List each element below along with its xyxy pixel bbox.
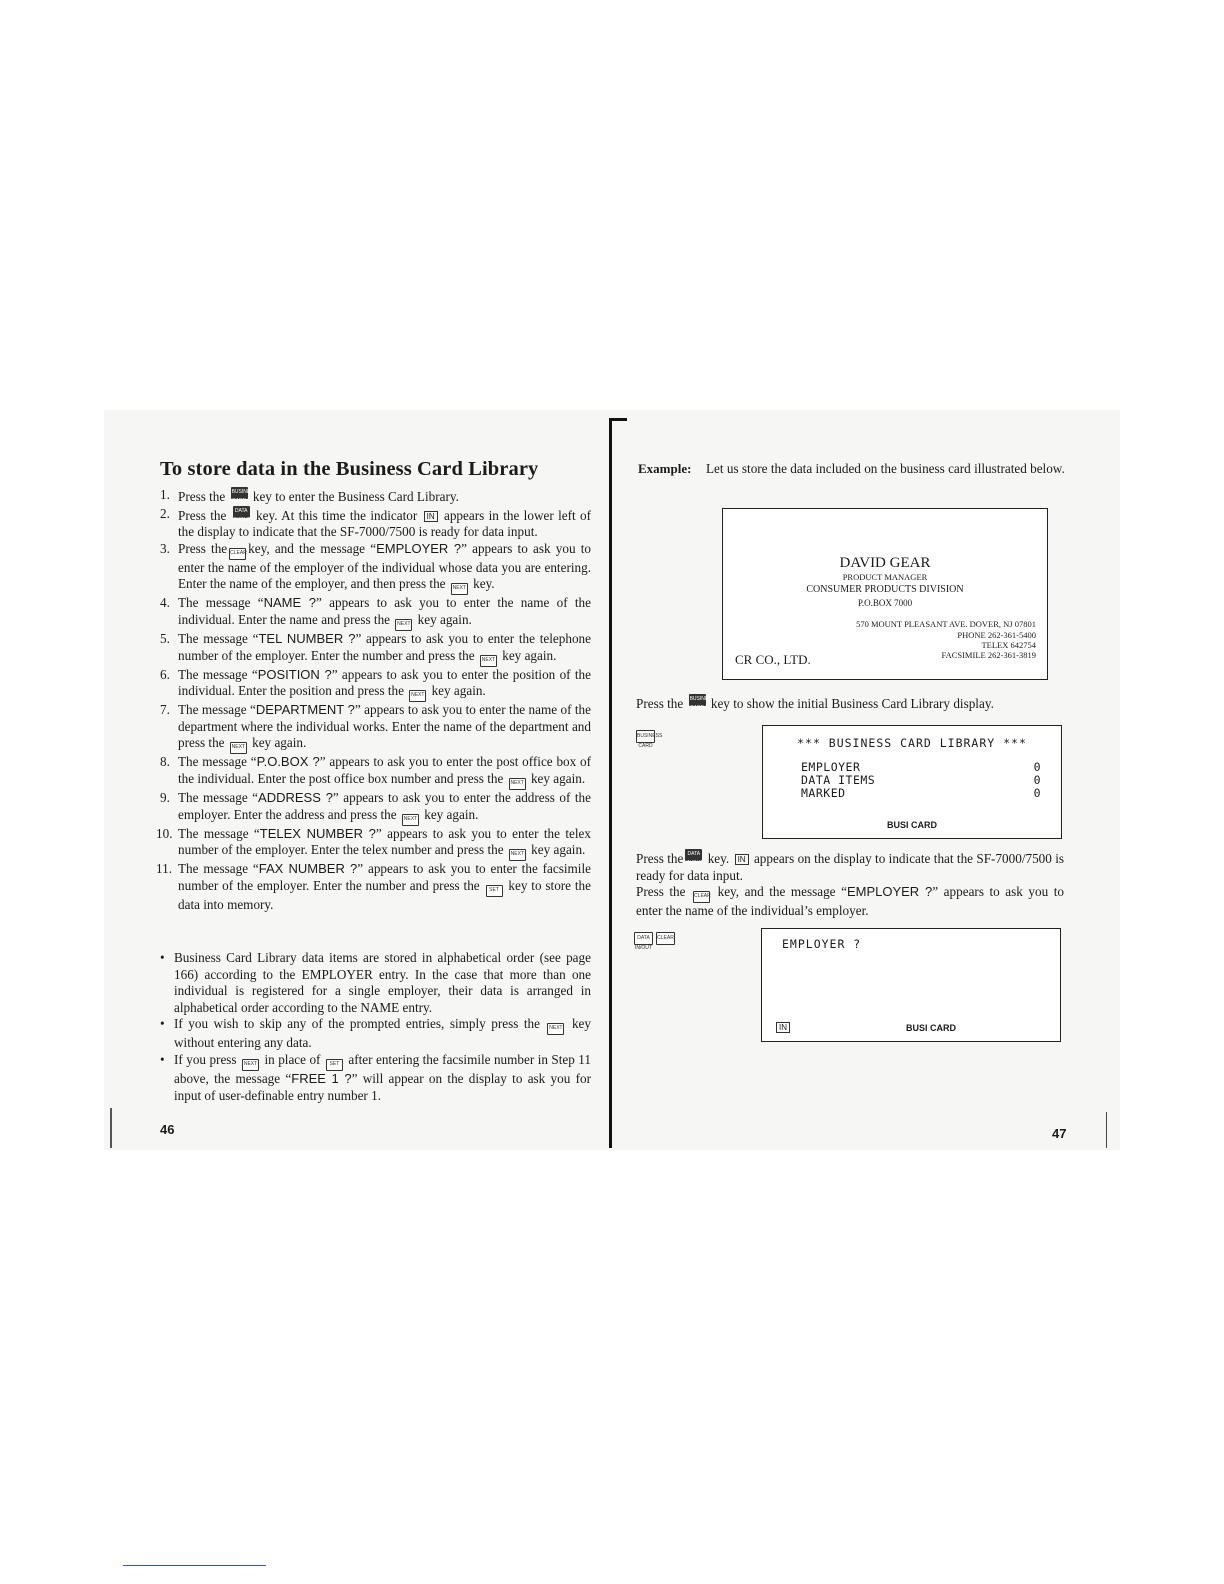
step-text: ” appears to ask you to enter the post office box of the individual. Enter the post office box number and press the <box>178 754 591 786</box>
step-item <box>156 825 591 862</box>
step-item <box>160 631 591 667</box>
lcd-row <box>801 786 1041 800</box>
step-text: The message “ <box>178 666 258 682</box>
data-inout-key-icon: DATA IN/OUT <box>634 932 653 945</box>
next-key-icon: NEXT <box>242 1059 259 1071</box>
data-inout-key-icon: DATA IN/OUT <box>686 851 704 866</box>
display-message: FAX NUMBER ? <box>258 861 358 877</box>
note-item <box>160 950 591 1016</box>
step-number: 7. <box>160 702 170 718</box>
display-message: EMPLOYER ? <box>846 884 933 899</box>
instruction-text <box>636 849 1064 920</box>
display-message: TEL NUMBER ? <box>258 630 356 646</box>
card-fax: FACSIMILE 262-361-3819 <box>941 650 1036 660</box>
lcd-row-value: 0 <box>1033 760 1041 774</box>
step-text: ” appears to ask you to enter the name of the individual. Enter the name and press the <box>178 595 592 627</box>
page-number: 47 <box>1052 1126 1067 1141</box>
card-division: CONSUMER PRODUCTS DIVISION <box>806 584 964 595</box>
card-address: 570 MOUNT PLEASANT AVE. DOVER, NJ 07801 <box>856 619 1036 629</box>
display-message: P.O.BOX ? <box>256 754 320 770</box>
page-edge-mark <box>110 1108 112 1148</box>
step-text: The message “ <box>178 861 259 877</box>
instruction-part: Press the <box>636 696 684 711</box>
lcd-mode-label: BUSI CARD <box>886 820 937 830</box>
step-text: key again. <box>431 683 486 699</box>
note-text: after entering the facsimile number in Step 11 above, the message “ <box>174 1051 592 1086</box>
step-text: key, and the message “ <box>248 540 377 556</box>
next-key-icon: NEXT <box>230 742 247 754</box>
step-text: appears in the lower left of the display to indicate that the SF-7000/7500 is ready for data input. <box>178 507 591 540</box>
card-telex: TELEX 642754 <box>981 640 1036 650</box>
note-text: If you press <box>174 1051 237 1067</box>
clear-key-icon: CLEAR <box>656 932 675 945</box>
step-item <box>160 667 591 703</box>
note-text: in place of <box>264 1051 321 1067</box>
next-key-icon: NEXT <box>451 583 468 595</box>
in-indicator-icon: IN <box>735 854 749 865</box>
set-key-icon: SET <box>486 885 503 897</box>
step-text: ” appears to ask you to enter the name of the employer of the individual whose data you are entering. Enter the name of the employer, and then press the <box>178 540 591 592</box>
step-item <box>160 487 591 506</box>
step-text: The message “ <box>178 754 257 770</box>
step-number: 6. <box>160 666 170 682</box>
card-pobox: P.O.BOX 7000 <box>857 598 913 608</box>
lcd-row-label: DATA ITEMS <box>801 773 876 787</box>
step-item <box>160 595 591 631</box>
step-number: 8. <box>160 754 170 770</box>
step-text: key. At this time the indicator <box>256 507 418 523</box>
step-number: 10. <box>156 825 173 841</box>
lcd-row-label: MARKED <box>801 786 846 800</box>
business-card-illustration <box>722 508 1048 680</box>
example-text: Let us store the data included on the business card illustrated below. <box>706 461 1065 476</box>
data-inout-key-icon: DATA IN/OUT <box>233 507 251 523</box>
next-key-icon: NEXT <box>509 778 526 790</box>
step-text: The message “ <box>178 825 260 841</box>
note-text: key without entering any data. <box>174 1016 591 1051</box>
display-message: ADDRESS ? <box>258 789 333 805</box>
lcd-row-label: EMPLOYER <box>801 760 861 774</box>
instruction-part: ” appears to ask you to enter the name of the individual’s employer. <box>636 884 1064 918</box>
book-spine-cap <box>609 418 627 421</box>
instruction-part: key to show the initial Business Card Library display. <box>710 696 994 711</box>
step-number: 9. <box>160 789 170 805</box>
note-text: ” will appear on the display to ask you for input of user-definable entry number 1. <box>174 1070 591 1103</box>
step-number: 5. <box>160 630 170 646</box>
clear-key-icon: CLEAR <box>693 891 710 903</box>
lcd-display-library <box>762 725 1062 839</box>
business-card-key-icon: BUSINESS CARD <box>231 489 257 504</box>
step-text: key. <box>473 576 495 592</box>
lcd-row-value: 0 <box>1033 786 1041 800</box>
step-text: ” appears to ask you to enter the address of the employer. Enter the address and press the <box>178 789 591 822</box>
section-title: To store data in the Business Card Library <box>160 458 539 480</box>
book-spine <box>609 418 612 1148</box>
business-card-key-icon: BUSINESS CARD <box>636 730 655 743</box>
display-message: EMPLOYER ? <box>376 540 462 556</box>
step-item <box>160 754 591 790</box>
example-label: Example: <box>638 461 692 476</box>
note-text: If you wish to skip any of the prompted entries, simply press the <box>174 1016 540 1032</box>
step-text: The message “ <box>178 595 264 611</box>
step-text: ” appears to ask you to enter the facsimile number of the employer. Enter the number and press the <box>178 861 591 893</box>
next-key-icon: NEXT <box>547 1023 564 1035</box>
step-text: key again. <box>417 611 472 627</box>
card-company: CR CO., LTD. <box>735 652 811 667</box>
instruction-part: Press the <box>636 851 684 866</box>
step-text: key to enter the Business Card Library. <box>252 489 459 504</box>
next-key-icon: NEXT <box>402 814 419 826</box>
step-text: The message “ <box>178 789 259 805</box>
in-indicator-icon: IN <box>424 511 438 522</box>
instruction-part: appears on the display to indicate that the SF-7000/7500 is ready for data input. <box>636 851 1065 883</box>
step-text: key again. <box>424 806 479 822</box>
next-key-icon: NEXT <box>480 655 497 667</box>
instruction-part: key, and the message “ <box>717 884 847 899</box>
bottom-rule <box>123 1565 266 1566</box>
card-phone: PHONE 262-361-5400 <box>957 630 1036 640</box>
step-item <box>160 790 591 826</box>
display-message: FREE 1 ? <box>291 1070 352 1086</box>
lcd-mode-label: BUSI CARD <box>905 1023 956 1033</box>
step-text: key to store the data into memory. <box>178 877 592 912</box>
step-text: Press the <box>178 507 227 523</box>
display-message: NAME ? <box>263 595 317 611</box>
lcd-row <box>801 773 1041 787</box>
display-message: DEPARTMENT ? <box>255 702 355 718</box>
set-key-icon: SET <box>326 1059 343 1071</box>
instruction-text <box>636 694 994 713</box>
step-item <box>156 861 592 913</box>
step-text: ” appears to ask you to enter the telephone number of the employer. Enter the number and press the <box>178 630 591 663</box>
step-text: ” appears to ask you to enter the telex number of the employer. Enter the telex number and press the <box>178 825 591 858</box>
card-title: PRODUCT MANAGER <box>842 572 928 582</box>
step-item <box>160 541 591 596</box>
step-text: key again. <box>531 842 586 858</box>
step-text: Press the <box>178 540 228 556</box>
steps-list <box>156 487 592 913</box>
note-text: Business Card Library data items are stored in alphabetical order (see page 166) according to the EMPLOYER entry. In the case that more than one individual is registered for a single employer, their data is arranged in alphabetical order according to the NAME entry. <box>174 950 591 1015</box>
display-message: TELEX NUMBER ? <box>259 825 376 841</box>
step-item <box>160 506 591 541</box>
clear-key-icon: CLEAR <box>229 548 246 560</box>
step-number: 4. <box>160 595 170 611</box>
step-text: Press the <box>178 489 226 504</box>
step-number: 2. <box>160 505 170 521</box>
step-text: key again. <box>530 770 586 786</box>
next-key-icon: NEXT <box>395 619 412 631</box>
lcd-header: *** BUSINESS CARD LIBRARY *** <box>797 736 1027 750</box>
instruction-part: key. <box>707 851 730 866</box>
notes-list <box>160 950 591 1104</box>
step-text: The message “ <box>178 630 259 646</box>
lcd-row <box>801 760 1041 774</box>
lcd-display-employer <box>761 928 1061 1042</box>
instruction-part: Press the <box>636 884 686 899</box>
business-card-key-icon: BUSINESS CARD <box>689 696 715 711</box>
display-message: POSITION ? <box>257 666 332 682</box>
step-text: key again. <box>502 647 557 663</box>
note-item <box>160 1052 591 1104</box>
step-text: The message “ <box>178 702 256 718</box>
step-number: 3. <box>160 540 170 556</box>
lcd-row-value: 0 <box>1033 773 1041 787</box>
page-number: 46 <box>160 1122 175 1137</box>
step-item <box>160 702 591 754</box>
next-key-icon: NEXT <box>409 690 426 702</box>
step-text: ” appears to ask you to enter the position of the individual. Enter the position and press the <box>178 666 592 699</box>
next-key-icon: NEXT <box>509 849 526 861</box>
card-name: DAVID GEAR <box>839 555 931 571</box>
in-indicator-icon: IN <box>776 1022 790 1033</box>
page-edge-mark <box>1106 1112 1107 1148</box>
step-text: key again. <box>252 735 307 751</box>
note-item <box>160 1016 591 1052</box>
step-number: 11. <box>156 861 172 877</box>
step-number: 1. <box>160 487 170 502</box>
lcd-prompt: EMPLOYER ? <box>782 937 862 951</box>
step-text: ” appears to ask you to enter the name of the department where the individual works. Enter the name of the department and press the <box>178 702 592 751</box>
